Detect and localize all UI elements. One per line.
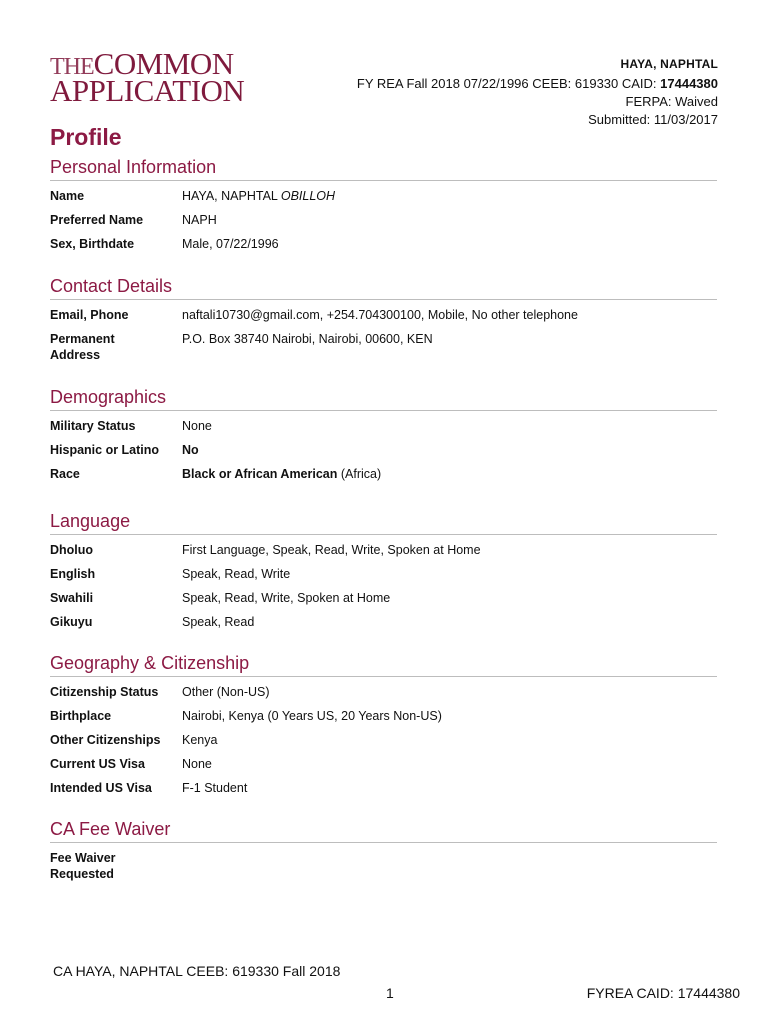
field-label: Swahili (50, 591, 94, 605)
field-value (182, 188, 717, 204)
field-value: First Language, Speak, Read, Write, Spoken at Home (182, 543, 481, 557)
logo-the: THE (50, 54, 94, 80)
row-permanent-address (50, 331, 717, 363)
label-line-1: Permanent (50, 332, 115, 346)
applicant-name: HAYA, NAPHTAL (620, 57, 718, 71)
summary-prefix: FY REA Fall 2018 07/22/1996 CEEB: 619330 CAID: (356, 76, 661, 91)
hispanic-value: No (182, 443, 199, 457)
section-heading: Geography & Citizenship (50, 652, 717, 677)
row-preferred-name (50, 212, 717, 228)
row-intended-us-visa (50, 780, 717, 796)
row-citizenship-status (50, 684, 717, 700)
name-value: HAYA, NAPHTAL (182, 189, 281, 203)
section-personal-information (50, 156, 717, 260)
field-value: Speak, Read, Write (182, 567, 291, 581)
label-line-1: Fee Waiver (50, 851, 116, 865)
row-language-gikuyu (50, 614, 717, 630)
field-label: English (50, 567, 96, 581)
logo-common: COMMON (93, 46, 234, 81)
caid-value: 17444380 (660, 76, 718, 91)
field-label: Current US Visa (50, 757, 145, 771)
field-label: Name (50, 189, 85, 203)
section-contact-details (50, 275, 717, 371)
field-value: F-1 Student (182, 781, 248, 795)
field-label: Intended US Visa (50, 781, 152, 795)
common-app-logo (50, 48, 244, 106)
field-label: Military Status (50, 419, 136, 433)
row-military-status (50, 418, 717, 434)
label-line-2: Requested (50, 867, 114, 881)
section-demographics (50, 386, 717, 490)
section-heading: Demographics (50, 386, 717, 411)
field-label: Dholuo (50, 543, 94, 557)
field-value (182, 466, 717, 482)
section-heading: Language (50, 510, 717, 535)
section-ca-fee-waiver (50, 818, 717, 890)
submitted-date: Submitted: 11/03/2017 (588, 112, 718, 127)
race-value: Black or African American (182, 467, 338, 481)
field-value: Nairobi, Kenya (0 Years US, 20 Years Non-US) (182, 709, 442, 723)
logo-application: APPLICATION (50, 73, 245, 108)
field-label: Race (50, 467, 80, 481)
section-geography-citizenship (50, 652, 717, 804)
section-heading: Contact Details (50, 275, 717, 300)
field-value: Speak, Read (182, 615, 255, 629)
section-language (50, 510, 717, 638)
row-language-english (50, 566, 717, 582)
row-hispanic-latino (50, 442, 717, 458)
field-label: Citizenship Status (50, 685, 159, 699)
ferpa-status: FERPA: Waived (625, 94, 718, 109)
row-language-swahili (50, 590, 717, 606)
row-fee-waiver-requested (50, 850, 717, 882)
row-birthplace (50, 708, 717, 724)
field-value: naftali10730@gmail.com, +254.704300100, Mobile, No other telephone (182, 308, 578, 322)
field-value (182, 850, 717, 882)
field-value: Speak, Read, Write, Spoken at Home (182, 591, 391, 605)
field-value: Male, 07/22/1996 (182, 237, 279, 251)
race-detail: (Africa) (337, 467, 382, 481)
applicant-header (357, 55, 718, 129)
field-label: Preferred Name (50, 213, 144, 227)
field-label (50, 850, 182, 882)
row-email-phone (50, 307, 717, 323)
field-value: P.O. Box 38740 Nairobi, Nairobi, 00600, KEN (182, 332, 433, 346)
applicant-summary-line (357, 75, 718, 93)
field-value: None (182, 419, 212, 433)
middle-name: OBILLOH (280, 189, 336, 203)
row-current-us-visa (50, 756, 717, 772)
label-line-2: Address (50, 348, 101, 362)
field-label: Gikuyu (50, 615, 93, 629)
field-value: NAPH (182, 213, 217, 227)
row-race (50, 466, 717, 482)
field-value: Kenya (182, 733, 218, 747)
page-number: 1 (386, 985, 394, 1001)
row-language-dholuo (50, 542, 717, 558)
field-label: Other Citizenships (50, 733, 161, 747)
row-other-citizenships (50, 732, 717, 748)
page-title: Profile (50, 124, 122, 150)
section-heading: CA Fee Waiver (50, 818, 717, 843)
footer-applicant-info: CA HAYA, NAPHTAL CEEB: 619330 Fall 2018 (53, 963, 341, 979)
field-label: Hispanic or Latino (50, 443, 160, 457)
row-name (50, 188, 717, 204)
footer-caid: FYREA CAID: 17444380 (586, 985, 740, 1001)
field-label: Birthplace (50, 709, 112, 723)
field-value: None (182, 757, 212, 771)
field-label: Sex, Birthdate (50, 237, 135, 251)
field-label: Email, Phone (50, 308, 129, 322)
field-label (50, 331, 182, 363)
field-value: Other (Non-US) (182, 685, 270, 699)
row-sex-birthdate (50, 236, 717, 252)
field-value (182, 442, 717, 458)
section-heading: Personal Information (50, 156, 717, 181)
